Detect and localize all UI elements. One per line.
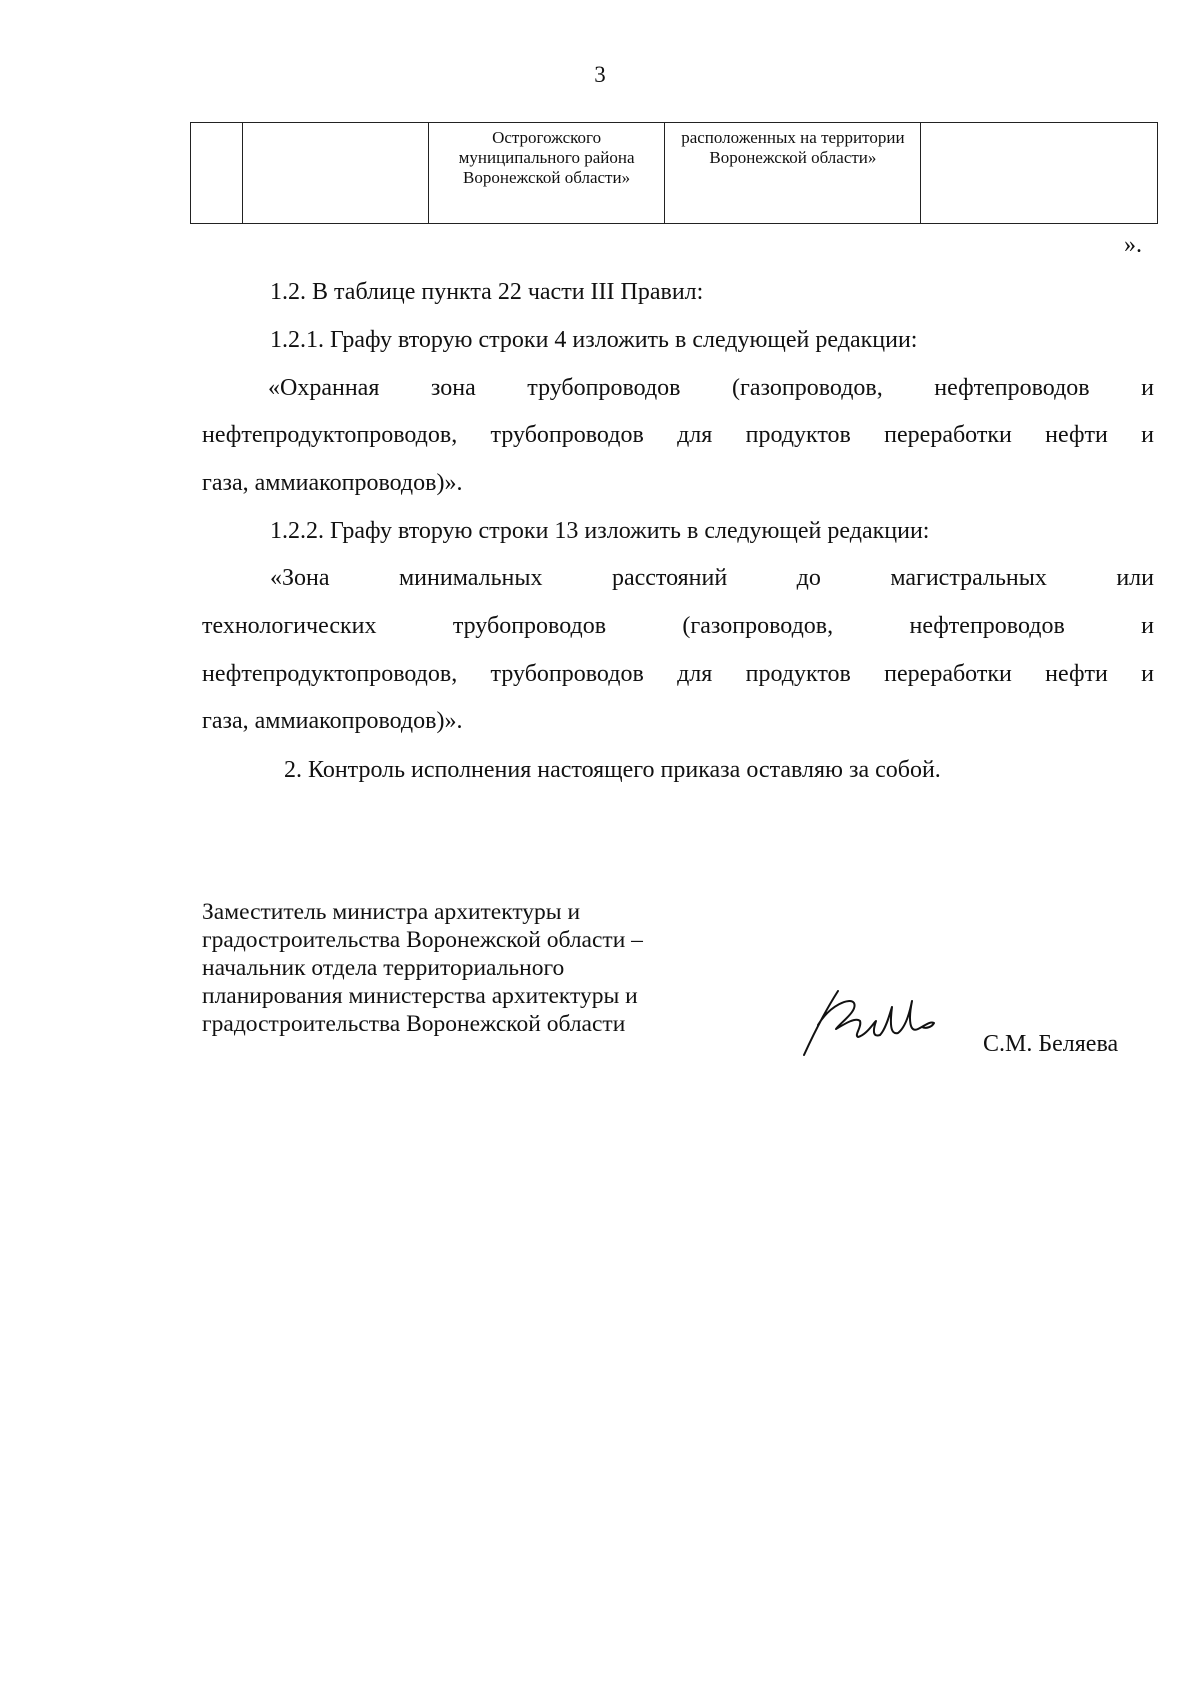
- signatory-name: С.М. Беляева: [983, 1031, 1119, 1057]
- word: «Зона: [270, 565, 330, 591]
- word: «Охранная: [268, 375, 380, 401]
- signatory-title-line: Заместитель министра архитектуры и: [202, 899, 581, 925]
- word: трубопроводов: [490, 661, 644, 687]
- word: расстояний: [611, 565, 728, 591]
- table-cell: расположенных на территории Воронежской области»: [665, 123, 921, 224]
- table-cell: [921, 123, 1158, 224]
- word: нефтепродуктопроводов,: [202, 422, 458, 448]
- word: переработки: [884, 422, 1012, 448]
- closing-quote: ».: [1124, 232, 1142, 258]
- word: продуктов: [745, 422, 851, 448]
- word: и: [1141, 375, 1154, 401]
- table-row: [191, 123, 1158, 224]
- paragraph-1-2-2: 1.2.2. Графу вторую строки 13 изложить в следующей редакции:: [270, 518, 930, 544]
- word: продуктов: [745, 661, 851, 687]
- word: и: [1141, 422, 1154, 448]
- signatory-title-line: начальник отдела территориального: [202, 955, 565, 981]
- word: магистральных: [890, 565, 1047, 591]
- word: трубопроводов: [527, 375, 681, 401]
- word: трубопроводов: [490, 422, 644, 448]
- word: трубопроводов: [452, 613, 607, 639]
- quote-2-line-2: [202, 612, 1154, 640]
- word: (газопроводов,: [682, 613, 834, 639]
- continued-table: [190, 122, 1158, 224]
- word: минимальных: [398, 565, 543, 591]
- paragraph-2: 2. Контроль исполнения настоящего приказа оставляю за собой.: [284, 757, 941, 783]
- table-cell: [242, 123, 428, 224]
- word: и: [1141, 613, 1154, 639]
- signatory-title-line: градостроительства Воронежской области –: [202, 927, 643, 953]
- page-number: 3: [594, 62, 606, 87]
- word: и: [1141, 661, 1154, 687]
- word: нефтепроводов: [909, 613, 1065, 639]
- signatory-title-line: планирования министерства архитектуры и: [202, 983, 638, 1009]
- word: переработки: [884, 661, 1012, 687]
- word: зона: [430, 375, 476, 401]
- word: нефтепроводов: [934, 375, 1090, 401]
- table-cell: [191, 123, 243, 224]
- signatory-title: [202, 898, 643, 1038]
- word: нефтепродуктопроводов,: [202, 661, 458, 687]
- word: или: [1116, 565, 1154, 591]
- word: до: [796, 565, 821, 591]
- word: для: [677, 422, 713, 448]
- paragraph-1-2-1: 1.2.1. Графу вторую строки 4 изложить в следующей редакции:: [270, 327, 918, 353]
- quote-1-line-3: газа, аммиакопроводов)».: [202, 470, 463, 496]
- quote-2-line-1: [270, 564, 1154, 592]
- quote-2-line-4: газа, аммиакопроводов)».: [202, 708, 463, 734]
- quote-1-line-1: [268, 374, 1154, 402]
- word: технологических: [202, 613, 377, 639]
- word: нефти: [1045, 422, 1108, 448]
- word: нефти: [1045, 661, 1108, 687]
- paragraph-1-2: 1.2. В таблице пункта 22 части III Правил:: [270, 279, 704, 305]
- quote-1-line-2: [202, 421, 1154, 449]
- table-cell: Острогожского муниципального района Воронежской области»: [428, 123, 665, 224]
- signatory-title-line: градостроительства Воронежской области: [202, 1011, 626, 1037]
- word: для: [677, 661, 713, 687]
- word: (газопроводов,: [732, 375, 883, 401]
- quote-2-line-3: [202, 660, 1154, 688]
- handwritten-signature: [796, 983, 956, 1063]
